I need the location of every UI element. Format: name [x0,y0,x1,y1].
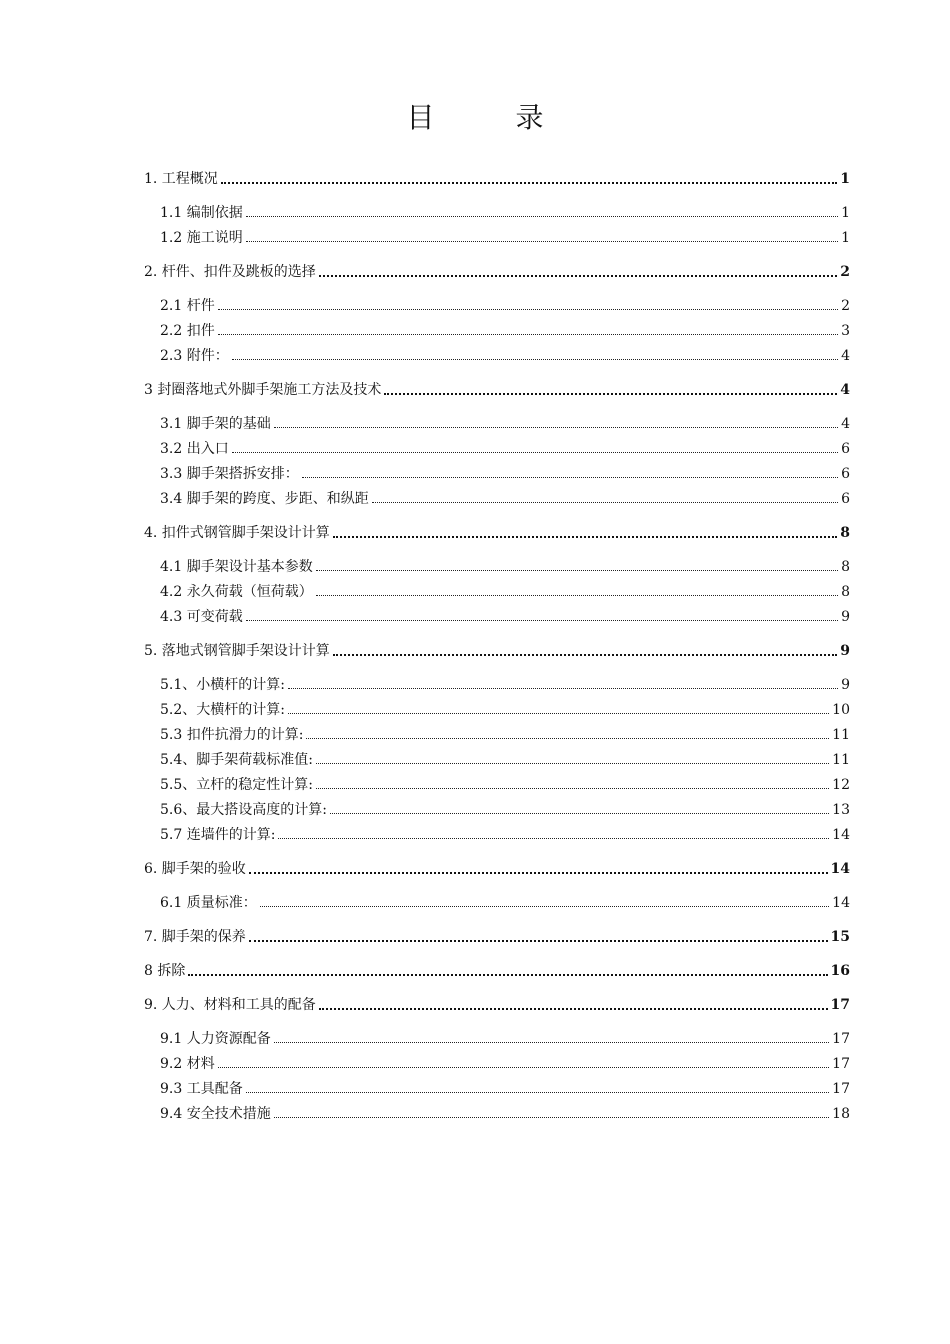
toc-entry-title: 9.2 材料 [160,1056,215,1072]
dot-leader [249,871,828,874]
toc-entry-title: 3.2 出入口 [160,441,229,457]
toc-entry-title: 4.3 可变荷载 [160,609,243,625]
toc-entry-title: 9.1 人力资源配备 [160,1031,271,1047]
toc-entry-title: 5.2、大横杆的计算: [160,702,285,718]
toc-page-number: 18 [832,1106,850,1122]
toc-section-entry[interactable] [160,670,850,694]
toc-section-entry[interactable] [160,316,850,340]
toc-page-number: 4 [840,382,850,398]
dot-leader [218,1066,829,1068]
dot-leader [302,476,838,478]
toc-section-entry[interactable] [160,409,850,433]
toc-section-entry[interactable] [160,720,850,744]
dot-leader [319,274,837,277]
dot-leader [372,501,838,503]
toc-entry-title: 7. 脚手架的保养 [144,929,246,945]
dot-leader [188,973,827,976]
dot-leader [218,333,838,335]
toc-entry-title: 5.6、最大搭设高度的计算: [160,802,327,818]
toc-section-entry[interactable] [160,223,850,247]
toc-entry-title: 4.1 脚手架设计基本参数 [160,559,313,575]
toc-entry-title: 1. 工程概况 [144,171,218,187]
toc-entry-title: 4.2 永久荷载（恒荷载） [160,584,313,600]
toc-page-number: 6 [841,491,850,507]
toc-page-number: 1 [841,230,850,246]
dot-leader [316,762,829,764]
toc-page-number: 11 [832,752,850,768]
toc-page-number: 9 [840,643,850,659]
toc-section-entry[interactable] [160,888,850,912]
dot-leader [333,653,837,656]
page-title: 目 录 [406,101,580,134]
toc-entry-title: 6. 脚手架的验收 [144,861,246,877]
toc-section-entry[interactable] [160,434,850,458]
toc-section-entry[interactable] [160,1024,850,1048]
toc-section-entry[interactable] [160,577,850,601]
toc-page-number: 2 [840,264,850,280]
toc-chapter-entry[interactable] [144,990,850,1014]
toc-section-entry[interactable] [160,770,850,794]
toc-entry-title: 5.7 连墙件的计算: [160,827,276,843]
toc-page-number: 4 [841,348,850,364]
toc-entry-title: 1.1 编制依据 [160,205,243,221]
dot-leader [306,737,829,739]
toc-entry-title: 2.2 扣件 [160,323,215,339]
toc-entry-title: 3.4 脚手架的跨度、步距、和纵距 [160,491,369,507]
toc-entry-title: 5.3 扣件抗滑力的计算: [160,727,304,743]
toc-section-entry[interactable] [160,695,850,719]
toc-entry-title: 4. 扣件式钢管脚手架设计计算 [144,525,330,541]
dot-leader [316,594,838,596]
toc-section-entry[interactable] [160,552,850,576]
toc-page-number: 14 [832,827,850,843]
toc-page-number: 4 [841,416,850,432]
toc-entry-title: 9.4 安全技术措施 [160,1106,271,1122]
toc-entry-title: 2.1 杆件 [160,298,215,314]
dot-leader [218,308,838,310]
toc-entry-title: 3.1 脚手架的基础 [160,416,271,432]
dot-leader [246,215,838,217]
dot-leader [288,712,829,714]
toc-entry-title: 3.3 脚手架搭拆安排： [160,466,299,482]
toc-section-entry[interactable] [160,459,850,483]
dot-leader [333,535,837,538]
toc-page-number: 8 [840,525,850,541]
dot-leader [246,240,838,242]
toc-page-number: 8 [841,559,850,575]
dot-leader [274,1041,829,1043]
toc-section-entry[interactable] [160,484,850,508]
toc-page-number: 8 [841,584,850,600]
toc-chapter-entry[interactable] [144,518,850,542]
toc-entry-title: 5. 落地式钢管脚手架设计计算 [144,643,330,659]
dot-leader [316,787,829,789]
toc-section-entry[interactable] [160,291,850,315]
toc-page-number: 15 [830,929,850,945]
toc-page-number: 6 [841,466,850,482]
dot-leader [246,1091,829,1093]
toc-section-entry[interactable] [160,820,850,844]
dot-leader [249,939,828,942]
toc-chapter-entry[interactable] [144,257,850,281]
dot-leader [316,569,838,571]
toc-section-entry[interactable] [160,602,850,626]
toc-page-number: 2 [841,298,850,314]
toc-chapter-entry[interactable] [144,956,850,980]
toc-chapter-entry[interactable] [144,164,850,188]
toc-section-entry[interactable] [160,1099,850,1123]
toc-page-number: 12 [832,777,850,793]
toc-page-number: 17 [832,1031,850,1047]
dot-leader [288,687,838,689]
toc-section-entry[interactable] [160,745,850,769]
toc-page-number: 9 [841,609,850,625]
toc-page-number: 10 [832,702,850,718]
toc-section-entry[interactable] [160,198,850,222]
dot-leader [232,451,838,453]
toc-page-number: 16 [830,963,850,979]
toc-page-number: 17 [830,997,850,1013]
toc-page-number: 3 [841,323,850,339]
dot-leader [274,1116,829,1118]
toc-entry-title: 9. 人力、材料和工具的配备 [144,997,316,1013]
dot-leader [221,181,837,184]
toc-entry-title: 9.3 工具配备 [160,1081,243,1097]
dot-leader [232,358,838,360]
toc-chapter-entry[interactable] [144,636,850,660]
toc-page-number: 13 [832,802,850,818]
toc-page-number: 14 [832,895,850,911]
toc-chapter-entry[interactable] [144,922,850,946]
toc-section-entry[interactable] [160,795,850,819]
toc-entry-title: 2.3 附件： [160,348,229,364]
dot-leader [260,905,829,907]
dot-leader [319,1007,828,1010]
toc-entry-title: 8 拆除 [144,963,186,979]
toc-page-number: 1 [841,205,850,221]
dot-leader [274,426,838,428]
toc-page-number: 14 [830,861,850,877]
toc-section-entry[interactable] [160,1049,850,1073]
toc-page-number: 17 [832,1056,850,1072]
dot-leader [246,619,838,621]
dot-leader [278,837,829,839]
toc-entry-title: 2. 杆件、扣件及跳板的选择 [144,264,316,280]
toc-section-entry[interactable] [160,1074,850,1098]
toc-chapter-entry[interactable] [144,854,850,878]
toc-section-entry[interactable] [160,341,850,365]
toc-page-number: 9 [841,677,850,693]
toc-entry-title: 5.1、小横杆的计算: [160,677,285,693]
dot-leader [330,812,829,814]
toc-entry-title: 3 封圈落地式外脚手架施工方法及技术 [144,382,382,398]
toc-page-number: 17 [832,1081,850,1097]
toc-page-number: 1 [840,171,850,187]
dot-leader [384,392,837,395]
toc-page-number: 6 [841,441,850,457]
toc-entry-title: 1.2 施工说明 [160,230,243,246]
toc-entry-title: 5.5、立杆的稳定性计算: [160,777,313,793]
toc-chapter-entry[interactable] [144,375,850,399]
toc-entry-title: 5.4、脚手架荷载标准值: [160,752,313,768]
toc-page-number: 11 [832,727,850,743]
toc-entry-title: 6.1 质量标准： [160,895,257,911]
